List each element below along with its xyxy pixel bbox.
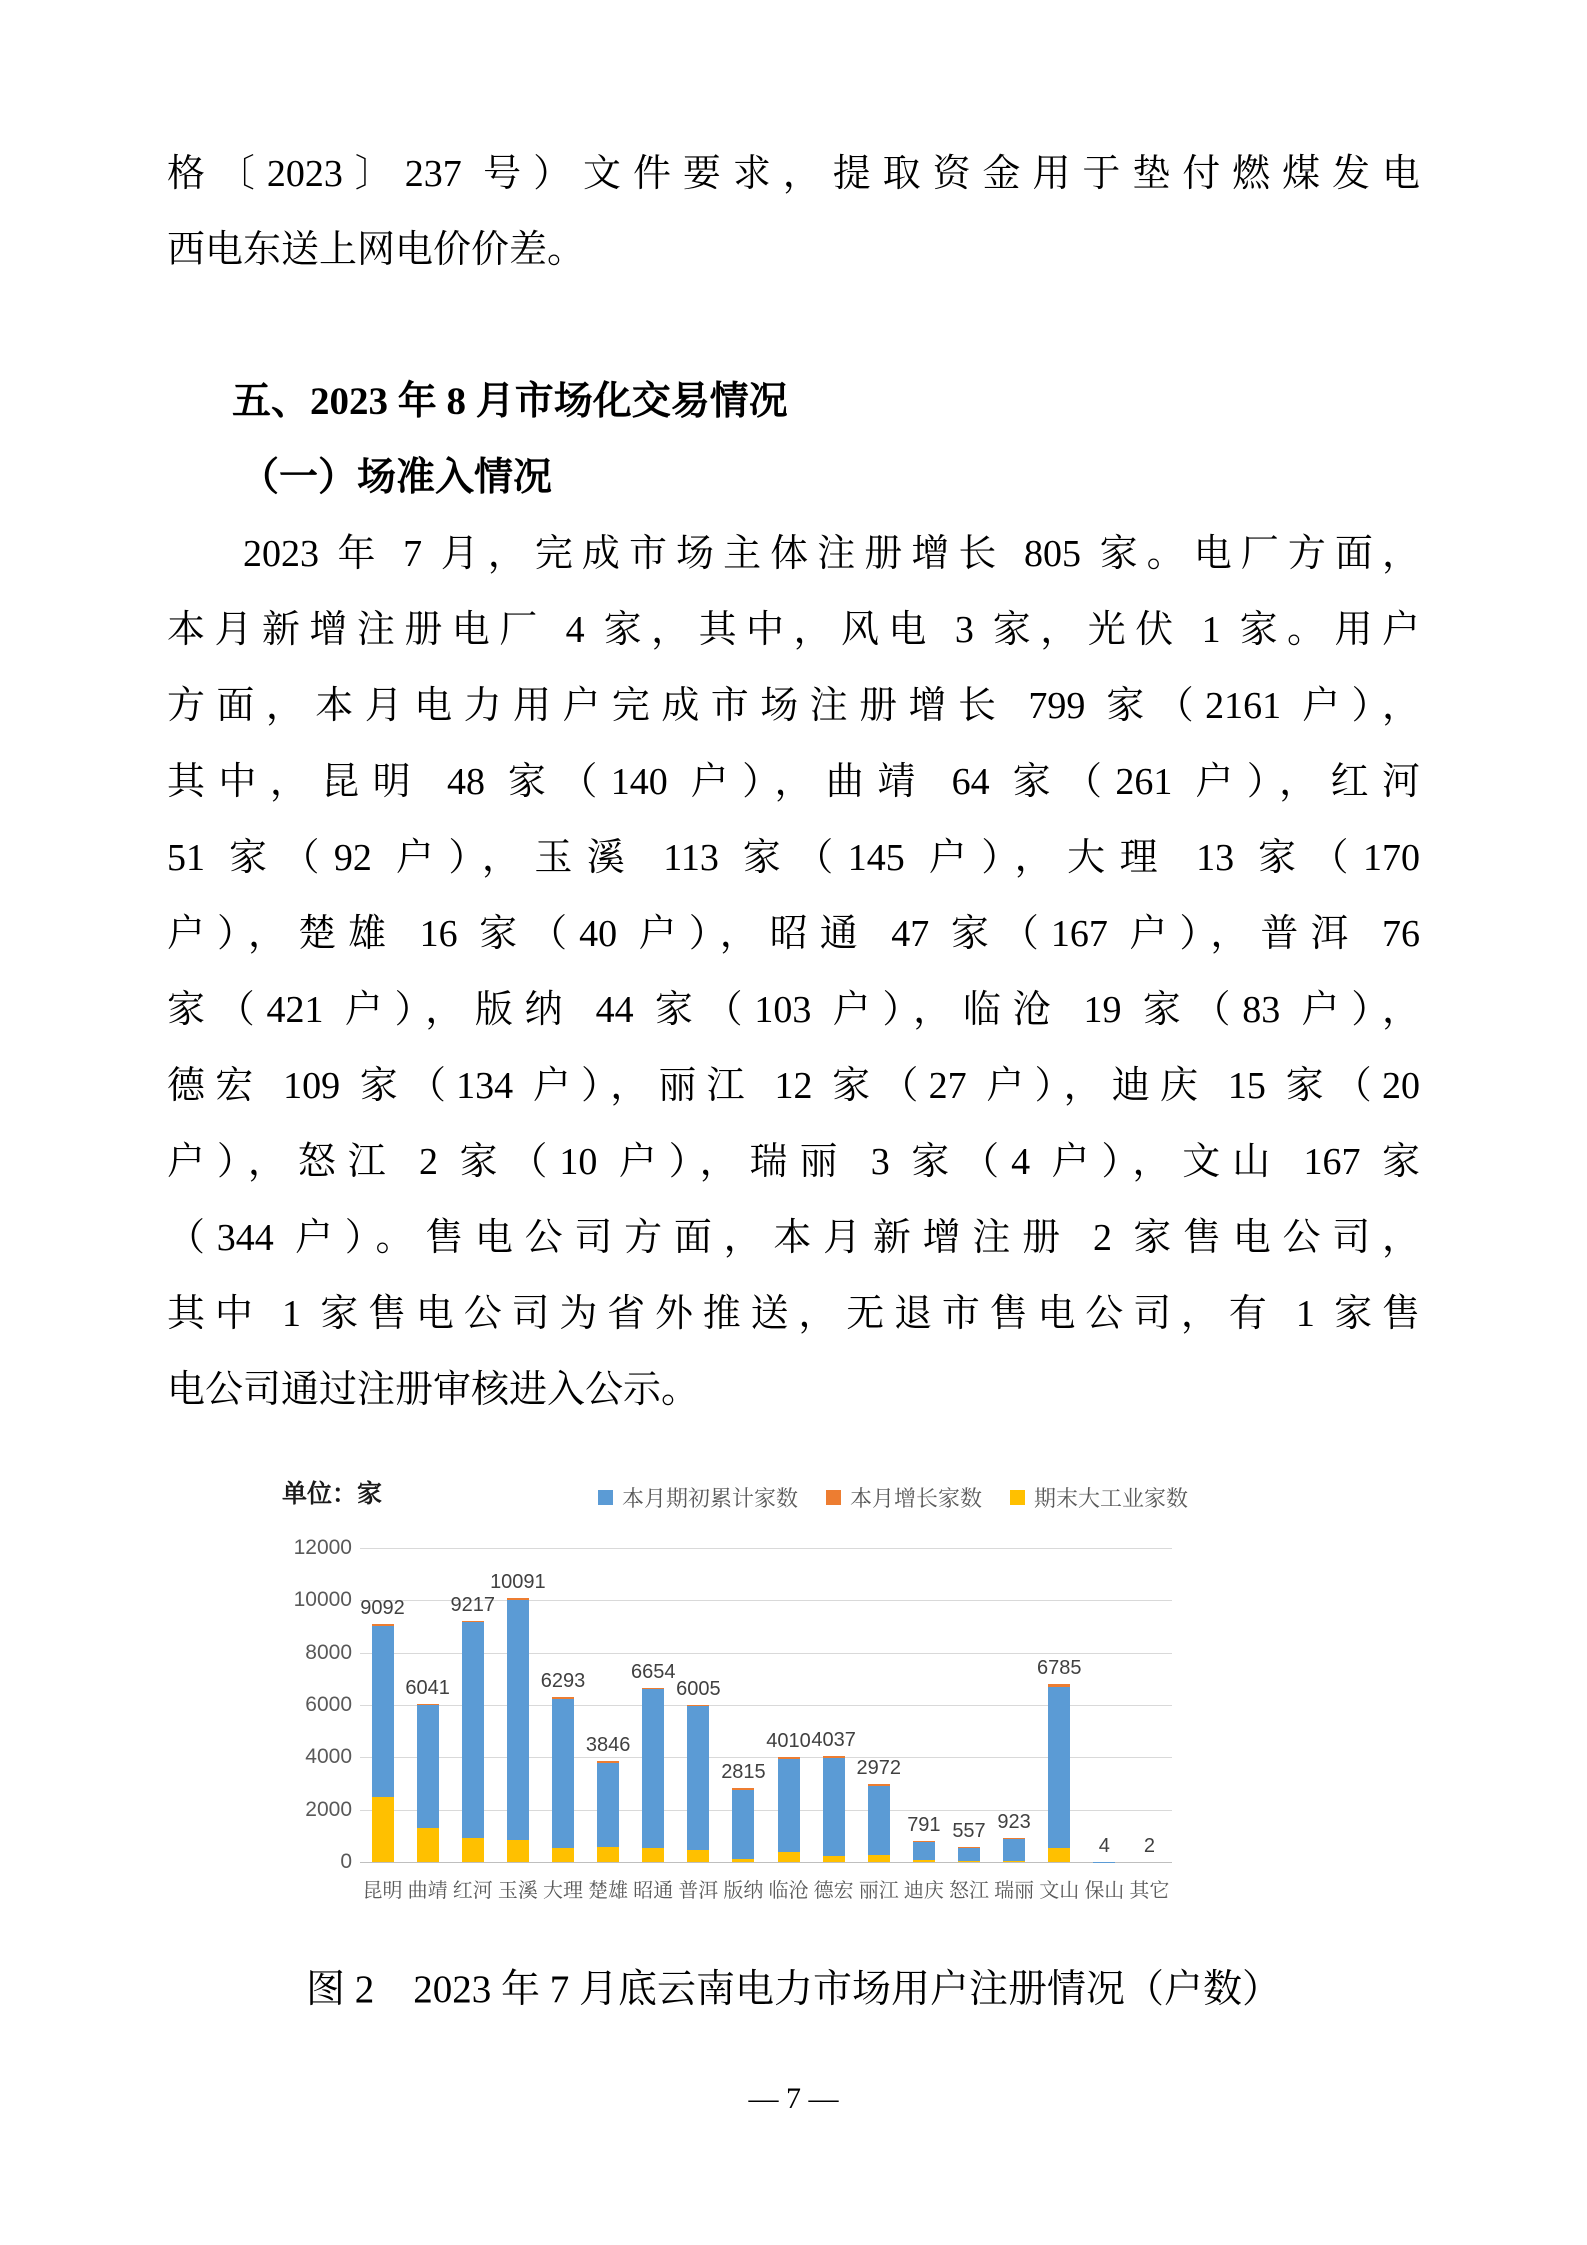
bar-segment [958,1861,980,1862]
page-number: — 7 — [748,2082,839,2115]
bar-segment [507,1600,529,1840]
paragraph-line: 户），怒江 2 家（10 户），瑞丽 3 家（4 户），文山 167 家 [167,1141,1420,1183]
bar-segment [687,1850,709,1862]
x-axis-category-label: 德宏 [813,1880,854,1902]
x-axis-category-label: 版纳 [723,1880,764,1902]
x-axis-category-label: 曲靖 [407,1880,448,1902]
bar-segment [868,1786,890,1855]
bar-segment [642,1689,664,1847]
paragraph-line: 51 家（92 户），玉溪 113 家（145 户），大理 13 家（170 [167,837,1420,879]
bar-value-label: 2 [1143,1834,1155,1857]
chart-bar-普洱 [687,1705,709,1862]
bar-segment [462,1838,484,1862]
subsection-heading: （一）场准入情况 [240,456,553,499]
chart-plot [280,1438,1187,1928]
bar-segment [913,1842,935,1860]
bar-value-label: 6041 [405,1676,450,1699]
x-axis-category-label: 文山 [1039,1880,1080,1902]
chart-bar-版纳 [732,1788,754,1862]
bar-value-label: 6785 [1036,1657,1082,1680]
bar-value-label: 2972 [856,1757,902,1780]
x-axis-category-label: 迪庆 [903,1880,944,1902]
chart-bar-怒江 [958,1847,980,1862]
paragraph-line: 电公司通过注册审核进入公示。 [167,1369,700,1411]
bar-segment [597,1763,619,1847]
chart-bar-德宏 [823,1756,845,1862]
chart-bar-临沧 [778,1757,800,1862]
y-axis-tick-label: 12000 [293,1536,352,1559]
bar-segment [417,1828,439,1862]
paragraph-line: 家（421 户），版纳 44 家（103 户），临沧 19 家（83 户）， [167,989,1420,1031]
bar-segment [1003,1839,1025,1861]
chart-bar-昭通 [642,1688,664,1862]
bar-value-label: 10091 [490,1570,546,1593]
paragraph-line: 方面，本月电力用户完成市场注册增长 799 家（2161 户）， [167,685,1420,727]
paragraph-line: 本月新增注册电厂 4 家，其中，风电 3 家，光伏 1 家。用户 [167,609,1420,651]
x-axis-category-label: 红河 [452,1880,493,1902]
bar-value-label: 791 [907,1814,941,1837]
x-axis-category-label: 丽江 [858,1880,899,1902]
y-axis-tick-label: 4000 [305,1745,352,1769]
section-heading: 五、2023 年 8 月市场化交易情况 [232,380,788,423]
y-axis-tick-label: 8000 [305,1640,352,1664]
x-axis-category-label: 瑞丽 [994,1880,1035,1902]
bar-segment [1048,1687,1070,1848]
bar-segment [552,1848,574,1862]
bar-value-label: 6005 [676,1677,721,1700]
y-axis-tick-label: 2000 [305,1797,352,1821]
bar-segment [372,1626,394,1797]
bar-segment [778,1759,800,1852]
x-axis-category-label: 昭通 [633,1880,674,1902]
bar-segment [868,1855,890,1862]
bar-segment [1048,1848,1070,1862]
legend-label: 本月期初累计家数 [622,1486,799,1511]
chart-bar-红河 [462,1621,484,1862]
figure-caption: 图 2 2023 年 7 月底云南电力市场用户注册情况（户数） [305,1968,1281,2011]
chart-bar-玉溪 [507,1598,529,1862]
bar-segment [597,1847,619,1862]
chart-bar-大理 [552,1697,574,1862]
bar-segment [732,1859,754,1862]
y-axis-tick-label: 0 [340,1850,352,1873]
chart-bar-文山 [1048,1684,1070,1862]
paragraph-line: 2023 年 7 月，完成市场主体注册增长 805 家。电厂方面， [243,533,1420,575]
bar-segment [732,1790,754,1858]
chart-bar-瑞丽 [1003,1838,1025,1862]
chart-bar-昆明 [372,1624,394,1862]
bar-value-label: 557 [952,1820,986,1843]
chart-bar-楚雄 [597,1761,619,1862]
bar-value-label: 4 [1098,1834,1110,1857]
bar-value-label: 2815 [721,1761,766,1784]
chart-bar-曲靖 [417,1704,439,1862]
x-axis-category-label: 楚雄 [588,1880,629,1902]
text-column [167,136,1420,1428]
chart-bar-丽江 [868,1784,890,1862]
x-axis-category-label: 大理 [542,1880,583,1902]
bar-segment [913,1860,935,1862]
legend-label: 本月增长家数 [850,1486,983,1511]
bar-segment [372,1797,394,1862]
bar-segment [507,1840,529,1862]
bar-segment [552,1699,574,1848]
bar-value-label: 9092 [360,1597,405,1620]
x-axis-category-label: 其它 [1129,1880,1170,1902]
y-axis-tick-label: 10000 [293,1588,352,1612]
bar-segment [958,1848,980,1861]
paragraph-line: 西电东送上网电价价差。 [167,229,586,271]
bar-segment [778,1852,800,1862]
chart-unit-label: 单位：家 [282,1480,383,1508]
x-axis-category-label: 普洱 [678,1880,719,1902]
x-axis-category-label: 昆明 [362,1880,403,1902]
paragraph-line: 户），楚雄 16 家（40 户），昭通 47 家（167 户），普洱 76 [167,913,1420,955]
bar-value-label: 923 [997,1810,1031,1833]
bar-segment [687,1706,709,1849]
x-axis-line [360,1862,1172,1863]
bar-segment [642,1848,664,1862]
blank-line [167,288,1420,364]
y-axis-tick-label: 6000 [305,1693,352,1716]
paragraph-line: 其中 1 家售电公司为省外推送，无退市售电公司，有 1 家售 [167,1293,1420,1335]
x-axis-category-label: 怒江 [948,1880,989,1902]
bar-value-label: 3846 [585,1734,631,1757]
bar-segment [823,1758,845,1856]
paragraph-line: 其中，昆明 48 家（140 户），曲靖 64 家（261 户），红河 [167,761,1420,803]
x-axis-category-label: 临沧 [768,1880,809,1902]
paragraph-line: 德宏 109 家（134 户），丽江 12 家（27 户），迪庆 15 家（20 [167,1065,1420,1107]
paragraph-line: 格〔2023〕237 号）文件要求，提取资金用于垫付燃煤发电 [167,153,1420,195]
bar-segment [1003,1861,1025,1862]
gridline [360,1548,1172,1549]
paragraph-line: （344 户）。售电公司方面，本月新增注册 2 家售电公司， [167,1217,1420,1259]
bar-value-label: 6293 [540,1670,586,1693]
legend-label: 期末大工业家数 [1034,1486,1189,1511]
x-axis-category-label: 玉溪 [497,1880,538,1902]
x-axis-category-label: 保山 [1084,1880,1125,1902]
bar-segment [417,1705,439,1828]
bar-value-label: 9217 [450,1593,496,1616]
chart-bar-迪庆 [913,1841,935,1862]
bar-segment [823,1856,845,1862]
bar-value-label: 4037 [811,1729,856,1752]
registration-bar-chart [280,1438,1187,1928]
bar-segment [462,1622,484,1838]
bar-value-label: 4010 [766,1730,811,1753]
bar-value-label: 6654 [630,1660,676,1683]
